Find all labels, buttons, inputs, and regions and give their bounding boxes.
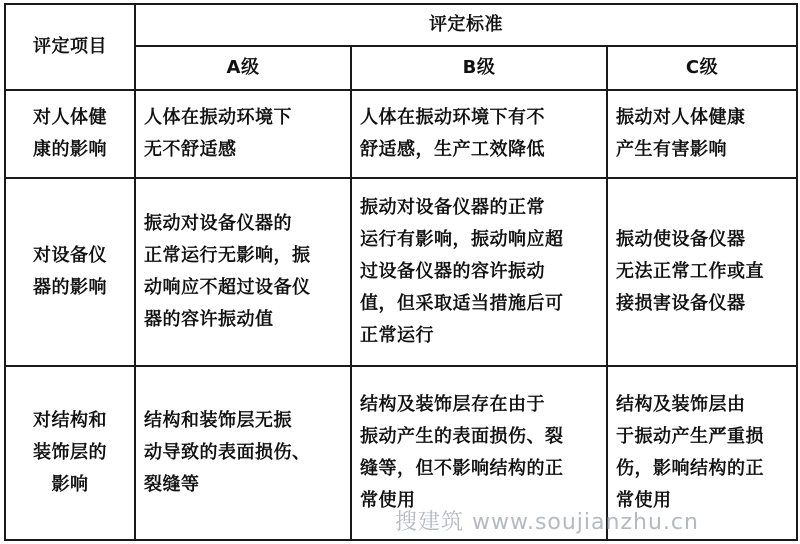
cell-grade-c: 结构及装饰层由 于振动产生严重损 伤，影响结构的正 常使用 — [607, 366, 797, 540]
header-grade-b: B级 — [351, 46, 607, 90]
header-grade-c: C级 — [607, 46, 797, 90]
row-item: 对结构和 装饰层的 影响 — [5, 366, 135, 540]
table-row — [5, 90, 797, 178]
row-item: 对人体健 康的影响 — [5, 90, 135, 178]
cell-grade-b: 振动对设备仪器的正常 运行有影响，振动响应超 过设备仪器的容许振动 值，但采取适当措施后可 正常运行 — [351, 178, 607, 366]
cell-grade-c: 振动对人体健康 产生有害影响 — [607, 90, 797, 178]
table-row — [5, 178, 797, 366]
cell-grade-b: 结构及装饰层存在由于 振动产生的表面损伤、裂 缝等，但不影响结构的正 常使用 — [351, 366, 607, 540]
header-item: 评定项目 — [5, 4, 135, 90]
cell-grade-c: 振动使设备仪器 无法正常工作或直 接损害设备仪器 — [607, 178, 797, 366]
watermark: 搜建筑 www.soujianzhu.cn — [395, 510, 699, 535]
row-item: 对设备仪 器的影响 — [5, 178, 135, 366]
cell-grade-b: 人体在振动环境下有不 舒适感，生产工效降低 — [351, 90, 607, 178]
cell-grade-a: 人体在振动环境下 无不舒适感 — [135, 90, 351, 178]
header-standard: 评定标准 — [135, 4, 797, 46]
cell-grade-a: 结构和装饰层无振 动导致的表面损伤、 裂缝等 — [135, 366, 351, 540]
evaluation-table — [4, 3, 798, 541]
header-grade-a: A级 — [135, 46, 351, 90]
cell-grade-a: 振动对设备仪器的 正常运行无影响，振 动响应不超过设备仪 器的容许振动值 — [135, 178, 351, 366]
